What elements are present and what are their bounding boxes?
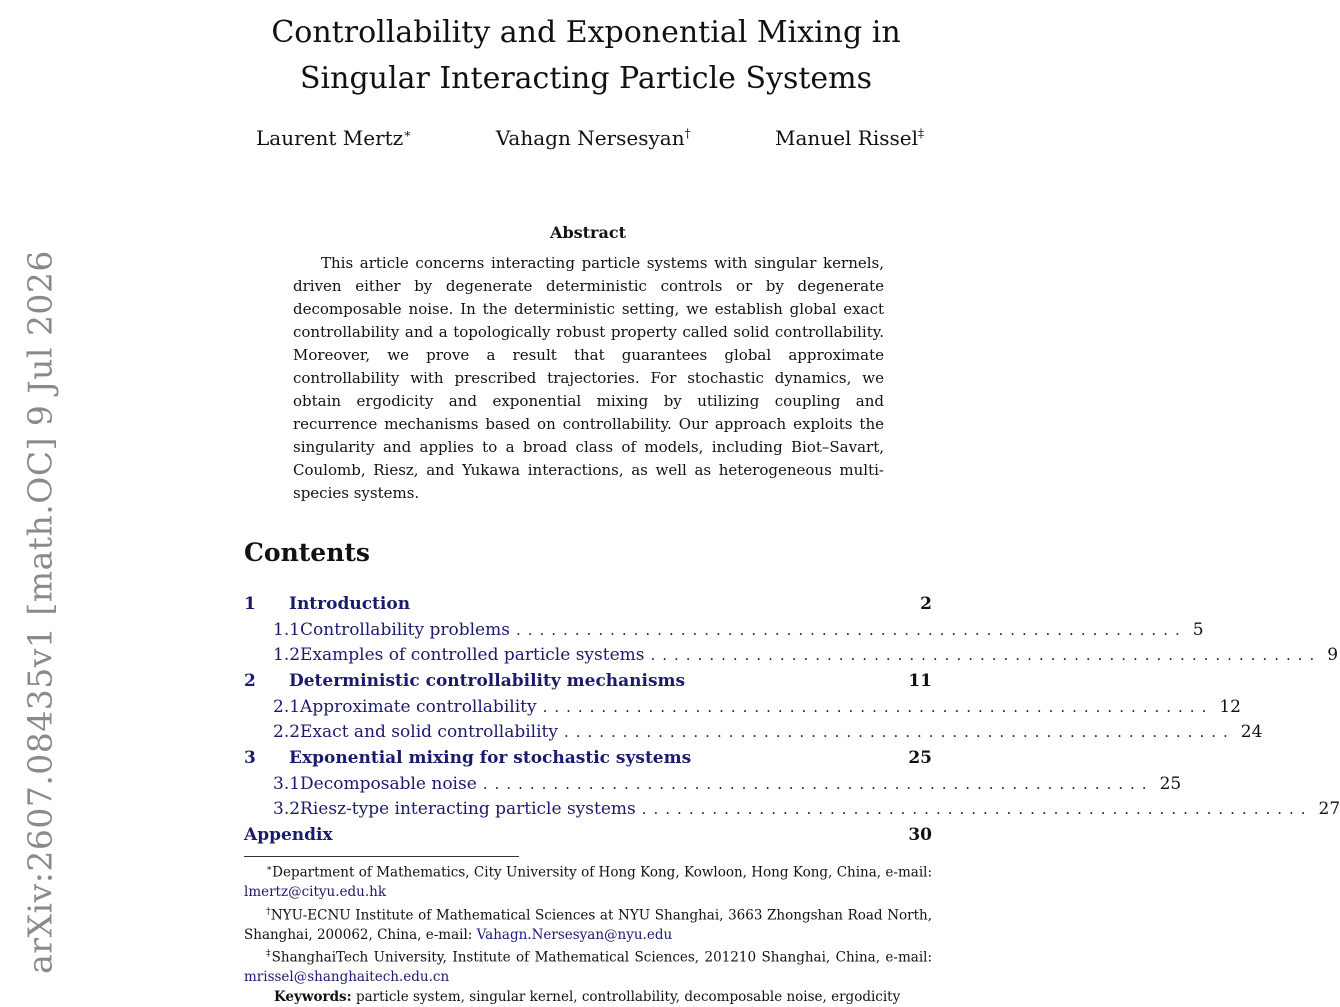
toc-page: 2 (902, 594, 932, 614)
title-line-2: Singular Interacting Particle Systems (300, 61, 872, 96)
toc-label: Examples of controlled particle systems (300, 645, 644, 665)
toc-page: 11 (902, 671, 932, 691)
toc-label: Riesz-type interacting particle systems (300, 799, 636, 819)
footnotes (244, 860, 932, 1007)
toc-entry[interactable] (244, 719, 932, 745)
author (490, 126, 697, 158)
toc-entry[interactable] (244, 745, 932, 771)
toc-label: Appendix (244, 825, 333, 845)
paper-title (250, 10, 922, 102)
contents-heading: Contents (244, 538, 370, 567)
footnote (244, 860, 932, 903)
toc-label: Deterministic controllability mechanisms (289, 671, 685, 691)
footnote-mark: ‡ (266, 949, 272, 959)
footnote-text: NYU-ECNU Institute of Mathematical Sciences at NYU Shanghai, 3663 Zhongshan Road North, Shanghai, 200062, China, e-mail: (244, 907, 932, 943)
author-name: Laurent Mertz (256, 126, 403, 150)
toc-page: 30 (902, 825, 932, 845)
toc-entry[interactable] (244, 771, 932, 797)
author-mark: ∗ (403, 126, 411, 140)
toc-entry[interactable] (244, 822, 932, 848)
footnote-text: ShanghaiTech University, Institute of Mathematical Sciences, 201210 Shanghai, China, e-mail: (272, 950, 932, 966)
author-list (250, 126, 930, 158)
toc-leader: ......................................................... (483, 775, 1154, 793)
table-of-contents (244, 591, 932, 848)
arxiv-id: arXiv:2607.08435v1 [math.OC] 9 Jul 2026 (21, 250, 60, 974)
toc-label: Exact and solid controllability (300, 722, 558, 742)
toc-label: Decomposable noise (300, 774, 477, 794)
toc-number: 2 (244, 671, 289, 691)
toc-page: 9 (1327, 645, 1338, 665)
toc-label: Controllability problems (300, 620, 510, 640)
toc-entry[interactable] (244, 642, 932, 668)
author (250, 126, 417, 158)
footnote (244, 903, 932, 946)
keywords-text: particle system, singular kernel, controllability, decomposable noise, ergodicity (356, 989, 900, 1005)
toc-number: 2.2 (244, 722, 300, 742)
toc-entry[interactable] (244, 694, 932, 720)
toc-entry[interactable] (244, 797, 932, 823)
author-name: Vahagn Nersesyan (496, 126, 685, 150)
toc-leader: ......................................................... (650, 646, 1321, 664)
author-mark: ‡ (918, 126, 924, 140)
toc-number: 3 (244, 748, 289, 768)
title-line-1: Controllability and Exponential Mixing in (271, 15, 900, 50)
toc-leader: ......................................................... (642, 800, 1313, 818)
author (769, 126, 930, 158)
toc-number: 1.1 (244, 620, 300, 640)
toc-number: 1.2 (244, 645, 300, 665)
author-name: Manuel Rissel (775, 126, 918, 150)
arxiv-stamp (0, 0, 80, 992)
toc-page: 24 (1241, 722, 1263, 742)
toc-page: 5 (1193, 620, 1204, 640)
toc-label: Introduction (289, 594, 410, 614)
toc-number: 3.2 (244, 799, 300, 819)
email-link[interactable]: lmertz@cityu.edu.hk (244, 884, 386, 900)
keywords-label: Keywords: (274, 989, 352, 1005)
footnote-mark: ∗ (266, 864, 272, 874)
footnote-text: Department of Mathematics, City University of Hong Kong, Kowloon, Hong Kong, China, e-mail: (272, 865, 932, 881)
toc-leader: ......................................................... (516, 621, 1187, 639)
toc-leader: ......................................................... (564, 723, 1235, 741)
footnote-rule (244, 856, 519, 857)
toc-page: 25 (1160, 774, 1182, 794)
keywords (244, 988, 932, 1007)
toc-entry[interactable] (244, 591, 932, 617)
email-link[interactable]: mrissel@shanghaitech.edu.cn (244, 969, 449, 985)
toc-entry[interactable] (244, 668, 932, 694)
abstract-heading: Abstract (292, 223, 884, 242)
abstract-text: This article concerns interacting particle systems with singular kernels, driven either by degenerate deterministic controls or by degenerate decomposable noise. In the deterministic setting, we establish global exact controllability and a topologically robust property called solid controllability. Moreover, we prove a result that guarantees global approximate controllability with prescribed trajectories. For stochastic dynamics, we obtain ergodicity and exponential mixing by utilizing coupling and recurrence mechanisms based on controllability. Our approach exploits the singularity and applies to a broad class of models, including Biot–Savart, Coulomb, Riesz, and Yukawa interactions, as well as heterogeneous multi-species systems. (293, 252, 884, 505)
footnote (244, 945, 932, 988)
toc-page: 12 (1219, 697, 1241, 717)
toc-number: 3.1 (244, 774, 300, 794)
email-link[interactable]: Vahagn.Nersesyan@nyu.edu (477, 927, 673, 943)
toc-label: Exponential mixing for stochastic systems (289, 748, 691, 768)
toc-page: 27 (1319, 799, 1340, 819)
toc-entry[interactable] (244, 617, 932, 643)
author-mark: † (685, 126, 691, 140)
toc-leader: ......................................................... (543, 698, 1214, 716)
footnote-mark: † (266, 907, 271, 917)
toc-number: 1 (244, 594, 289, 614)
toc-page: 25 (902, 748, 932, 768)
toc-number: 2.1 (244, 697, 300, 717)
toc-label: Approximate controllability (300, 697, 537, 717)
